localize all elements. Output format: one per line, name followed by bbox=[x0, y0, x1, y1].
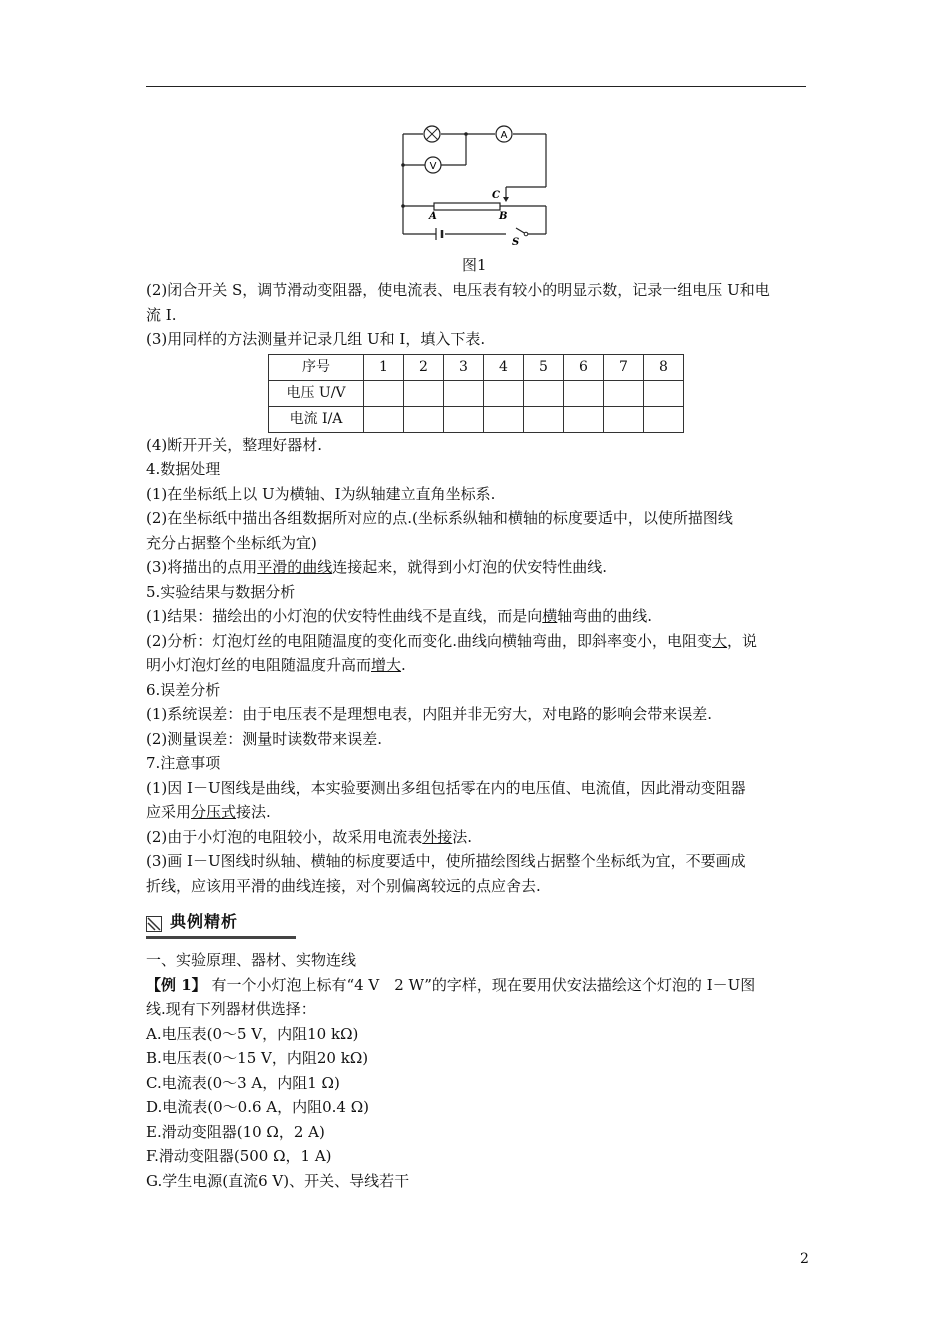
table-cell bbox=[364, 406, 404, 432]
svg-text:S: S bbox=[512, 237, 520, 248]
section-7-item-2: (2)由于小灯泡的电阻较小，故采用电流表外接法. bbox=[146, 827, 473, 846]
option-e: E.滑动变阻器(10 Ω，2 A) bbox=[146, 1122, 325, 1141]
section-7-heading: 7.注意事项 bbox=[146, 754, 221, 772]
section-5-heading: 5.实验结果与数据分析 bbox=[146, 582, 296, 601]
table-cell bbox=[604, 380, 644, 406]
table-header-cell: 8 bbox=[644, 354, 684, 380]
step-2-line-1: (2)闭合开关 S，调节滑动变阻器，使电流表、电压表有较小的明显示数，记录一组电压 U和电 bbox=[146, 281, 770, 299]
step-3: (3)用同样的方法测量并记录几组 U和 I，填入下表. bbox=[146, 330, 486, 348]
table-cell bbox=[524, 406, 564, 432]
section-title: 典例精析 bbox=[170, 912, 239, 931]
section-5-item-2-line-2: 明小灯泡灯丝的电阻随温度升高而增大. bbox=[146, 656, 406, 674]
svg-text:C: C bbox=[492, 190, 500, 201]
option-d: D.电流表(0～0.6 A，内阻0.4 Ω) bbox=[146, 1098, 370, 1116]
option-a: A.电压表(0～5 V，内阻10 kΩ) bbox=[146, 1024, 359, 1043]
option-b: B.电压表(0～15 V，内阻20 kΩ) bbox=[146, 1049, 369, 1067]
table-cell bbox=[444, 406, 484, 432]
table-header-cell: 序号 bbox=[269, 354, 364, 380]
svg-text:A: A bbox=[500, 130, 508, 141]
row-label-voltage: 电压 U/V bbox=[269, 380, 364, 406]
page-number: 2 bbox=[800, 1251, 809, 1267]
header-rule bbox=[146, 86, 806, 87]
table-cell bbox=[564, 380, 604, 406]
section-7-item-3-line-1: (3)画 I－U图线时纵轴、横轴的标度要适中，使所描绘图线占据整个坐标纸为宜，不要画成 bbox=[146, 852, 746, 870]
table-cell bbox=[644, 380, 684, 406]
section-4-item-1: (1)在坐标纸上以 U为横轴、I为纵轴建立直角坐标系. bbox=[146, 484, 496, 503]
option-f: F.滑动变阻器(500 Ω，1 A) bbox=[146, 1147, 332, 1165]
table-cell bbox=[484, 380, 524, 406]
table-header-cell: 5 bbox=[524, 354, 564, 380]
section-4-item-3: (3)将描出的点用平滑的曲线连接起来，就得到小灯泡的伏安特性曲线. bbox=[146, 558, 608, 576]
table-cell bbox=[404, 380, 444, 406]
section-4-item-2-line-2: 充分占据整个坐标纸为宜) bbox=[146, 533, 317, 552]
option-c: C.电流表(0～3 A，内阻1 Ω) bbox=[146, 1073, 340, 1092]
table-row bbox=[269, 406, 684, 432]
table-row bbox=[269, 354, 684, 380]
circuit-diagram bbox=[396, 124, 556, 249]
table-cell bbox=[404, 406, 444, 432]
table-header-cell: 3 bbox=[444, 354, 484, 380]
figure-caption: 图1 bbox=[462, 256, 487, 274]
main-content bbox=[146, 278, 810, 1193]
table-header-cell: 6 bbox=[564, 354, 604, 380]
table-cell bbox=[364, 380, 404, 406]
svg-text:A: A bbox=[429, 211, 437, 222]
row-label-current: 电流 I/A bbox=[269, 406, 364, 432]
section-6-item-2: (2)测量误差：测量时读数带来误差. bbox=[146, 729, 383, 748]
option-g: G.学生电源(直流6 V)、开关、导线若干 bbox=[146, 1171, 410, 1190]
table-cell bbox=[604, 406, 644, 432]
section-4-heading: 4.数据处理 bbox=[146, 460, 221, 478]
measurement-table bbox=[268, 354, 684, 433]
table-header-cell: 2 bbox=[404, 354, 444, 380]
section-6-item-1: (1)系统误差：由于电压表不是理想电表，内阻并非无穷大，对电路的影响会带来误差. bbox=[146, 705, 713, 723]
table-cell bbox=[524, 380, 564, 406]
step-2-line-2: 流 I. bbox=[146, 305, 177, 324]
table-header-cell: 1 bbox=[364, 354, 404, 380]
table-cell bbox=[444, 380, 484, 406]
example-subheading: 一、实验原理、器材、实物连线 bbox=[146, 951, 357, 969]
table-cell bbox=[564, 406, 604, 432]
step-4: (4)断开开关，整理好器材. bbox=[146, 435, 323, 454]
table-cell bbox=[484, 406, 524, 432]
section-6-heading: 6.误差分析 bbox=[146, 680, 221, 699]
section-7-item-3-line-2: 折线，应该用平滑的曲线连接，对个别偏离较远的点应舍去. bbox=[146, 876, 541, 895]
table-header-cell: 4 bbox=[484, 354, 524, 380]
section-4-item-2-line-1: (2)在坐标纸中描出各组数据所对应的点.(坐标系纵轴和横轴的标度要适中，以使所描图线 bbox=[146, 509, 733, 527]
section-5-item-1: (1)结果：描绘出的小灯泡的伏安特性曲线不是直线，而是向横轴弯曲的曲线. bbox=[146, 607, 653, 625]
svg-text:V: V bbox=[429, 161, 437, 172]
table-cell bbox=[644, 406, 684, 432]
section-7-item-1-line-2: 应采用分压式接法. bbox=[146, 803, 271, 821]
svg-text:B: B bbox=[499, 211, 508, 222]
section-underline bbox=[146, 936, 296, 939]
example-question-line-1: 【例 1】 有一个小灯泡上标有“4 V 2 W”的字样，现在要用伏安法描绘这个灯泡的 I－U图 bbox=[146, 975, 756, 994]
section-marker-icon bbox=[146, 916, 162, 932]
section-5-item-2-line-1: (2)分析：灯泡灯丝的电阻随温度的变化而变化.曲线向横轴弯曲，即斜率变小，电阻变大，说 bbox=[146, 631, 758, 650]
table-header-cell: 7 bbox=[604, 354, 644, 380]
example-question-line-2: 线.现有下列器材供选择： bbox=[146, 1000, 316, 1018]
table-row bbox=[269, 380, 684, 406]
section-header bbox=[146, 910, 810, 942]
section-7-item-1-line-1: (1)因 I－U图线是曲线，本实验要测出多组包括零在内的电压值、电流值，因此滑动变阻器 bbox=[146, 778, 746, 797]
